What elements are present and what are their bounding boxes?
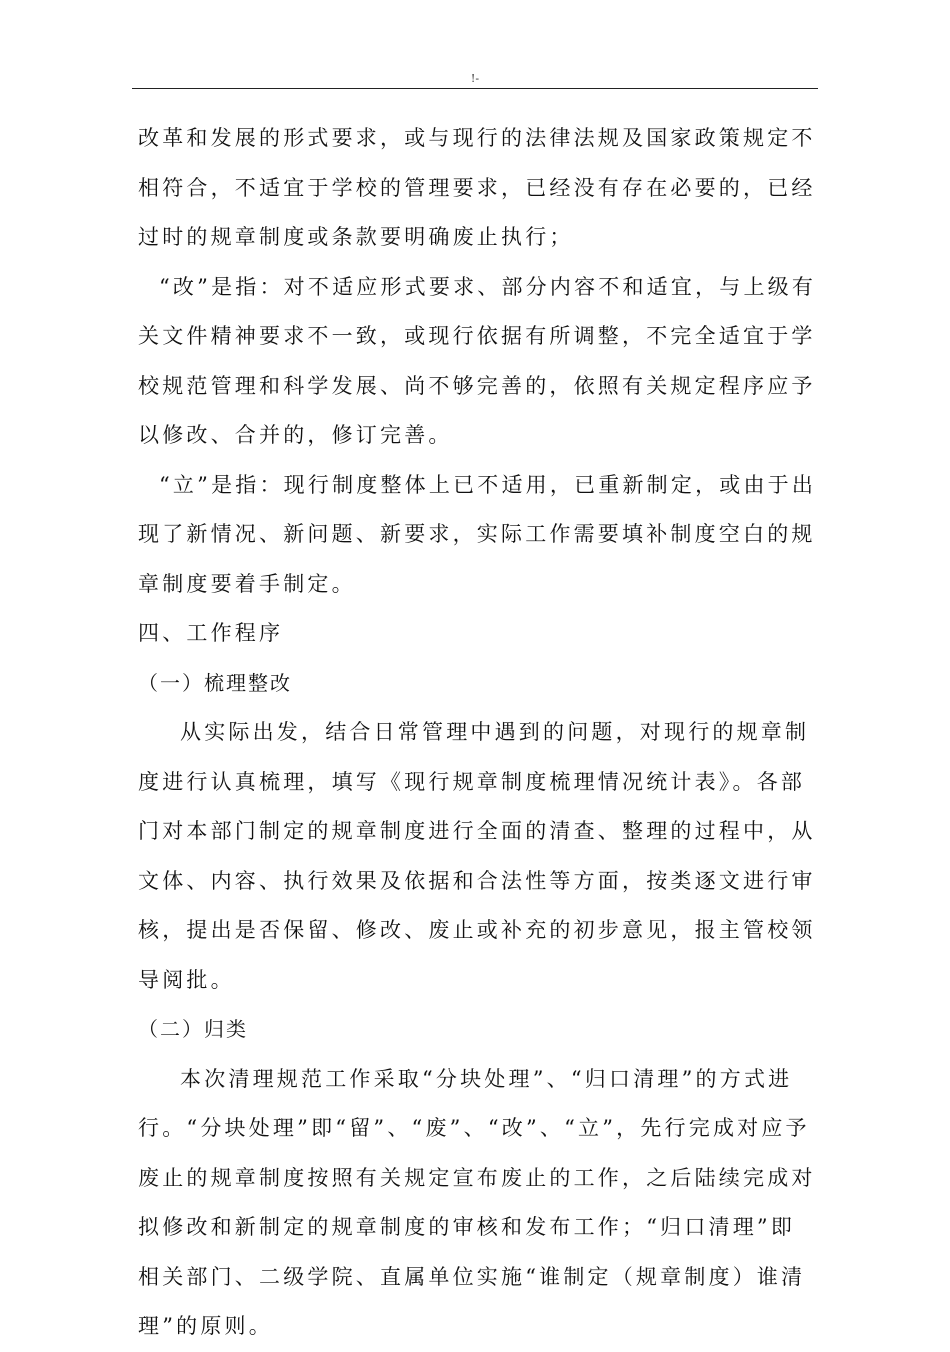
- paragraph-classify: 本次清理规范工作采取“分块处理”、“归口清理”的方式进行。“分块处理”即“留”、“废”、“改”、“立”，先行完成对应予废止的规章制度按照有关规定宣布废止的工作，之后陆续完成对拟修改和新制定的规章制度的审核和发布工作；“归口清理”即相关部门、二级学院、直属单位实施“谁制定（规章制度）谁清理”的原则。: [138, 1066, 816, 1338]
- paragraph-gai: “改”是指：对不适应形式要求、部分内容不和适宜，与上级有关文件精神要求不一致，或现行依据有所调整，不完全适宜于学校规范管理和科学发展、尚不够完善的，依照有关规定程序应予以修改、合并的，修订完善。: [138, 274, 817, 447]
- paragraph-li: “立”是指：现行制度整体上已不适用，已重新制定，或由于出现了新情况、新问题、新要求，实际工作需要填补制度空白的规章制度要着手制定。: [138, 472, 817, 596]
- paragraph-continuation: 改革和发展的形式要求，或与现行的法律法规及国家政策规定不相符合，不适宜于学校的管理要求，已经没有存在必要的，已经过时的规章制度或条款要明确废止执行；: [138, 126, 816, 249]
- subheading-classify: （二）归类: [138, 1017, 248, 1041]
- document-body: [138, 114, 818, 1352]
- section-heading-work-procedure: 四、工作程序: [138, 621, 284, 645]
- subheading-sort-rectify: （一）梳理整改: [138, 670, 292, 695]
- page-header: [132, 70, 818, 89]
- header-mark: !-: [470, 72, 480, 85]
- paragraph-sort-rectify: 从实际出发，结合日常管理中遇到的问题，对现行的规章制度进行认真梳理，填写《现行规章制度梳理情况统计表》。各部门对本部门制定的规章制度进行全面的清查、整理的过程中，从文体、内容、执行效果及依据和合法性等方面，按类逐文进行审核，提出是否保留、修改、废止或补充的初步意见，报主管校领导阅批。: [138, 720, 816, 992]
